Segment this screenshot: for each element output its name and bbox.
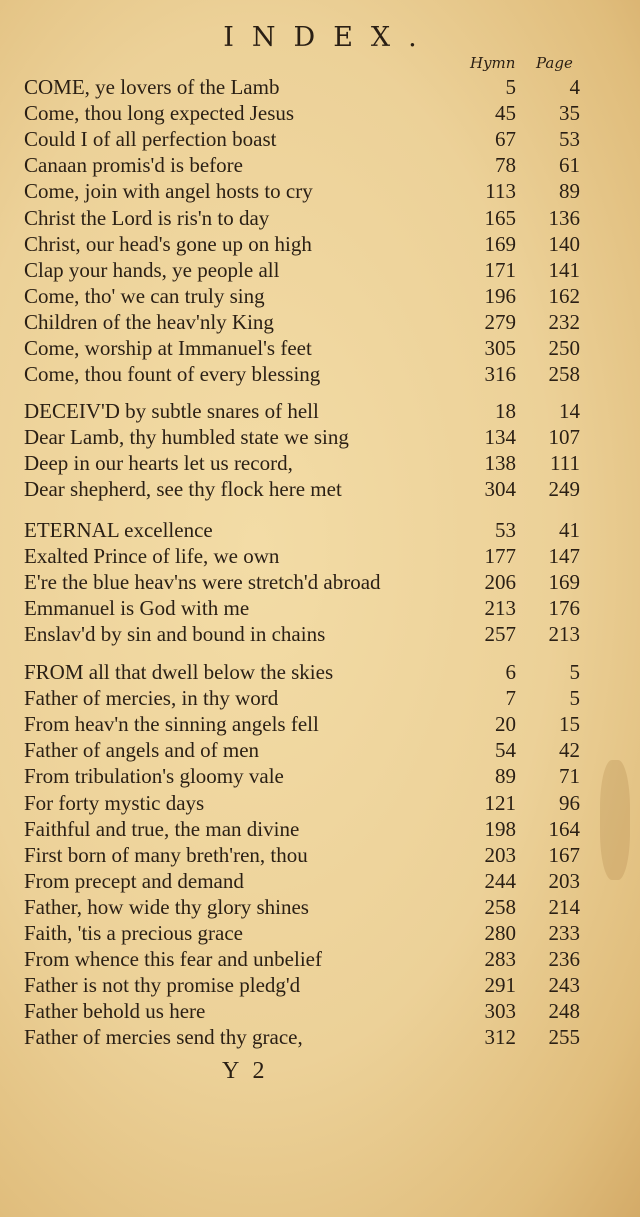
page-number: 214 xyxy=(548,894,580,919)
hymn-first-line: Father, how wide thy glory shines xyxy=(24,894,309,919)
hymn-number: 54 xyxy=(495,738,516,763)
hymn-first-line: Come, join with angel hosts to cry xyxy=(24,179,313,204)
index-entry xyxy=(24,685,620,711)
hymn-first-line: Enslav'd by sin and bound in chains xyxy=(24,622,326,647)
index-entry xyxy=(24,659,620,685)
hymn-number: 283 xyxy=(484,947,516,972)
hymn-first-line: Deep in our hearts let us record, xyxy=(24,451,293,476)
hymn-first-line: Christ the Lord is ris'n to day xyxy=(24,205,270,230)
index-entry xyxy=(24,398,620,424)
hymn-first-line: Canaan promis'd is before xyxy=(24,153,243,178)
hymn-first-line: Children of the heav'nly King xyxy=(24,309,274,334)
page-title: INDEX. xyxy=(223,22,435,53)
index-entry xyxy=(24,476,620,502)
page-number: 250 xyxy=(548,336,580,360)
index-entry xyxy=(24,205,620,231)
page-number: 243 xyxy=(548,973,580,998)
hymn-number: 113 xyxy=(485,179,516,204)
hymn-number: 171 xyxy=(484,257,516,282)
hymn-first-line: From whence this fear and unbelief xyxy=(24,947,322,972)
hymn-number: 18 xyxy=(495,399,516,423)
page-number: 15 xyxy=(559,712,580,737)
hymn-number: 165 xyxy=(484,205,516,230)
hymn-number: 291 xyxy=(484,973,516,998)
page-number: 42 xyxy=(559,738,580,763)
hymn-first-line: Clap your hands, ye people all xyxy=(24,257,280,282)
hymn-column-header: Hymn xyxy=(470,54,516,72)
hymn-number: 6 xyxy=(505,660,516,684)
hymn-first-line: Faithful and true, the man divine xyxy=(24,816,300,841)
hymn-number: 244 xyxy=(484,868,516,893)
hymn-number: 213 xyxy=(484,596,516,621)
index-entry xyxy=(24,711,620,737)
page-number: 89 xyxy=(559,179,580,204)
hymn-first-line: ETERNAL excellence xyxy=(24,518,213,542)
hymn-first-line: Dear Lamb, thy humbled state we sing xyxy=(24,425,349,450)
hymn-number: 203 xyxy=(484,842,516,867)
page-number: 96 xyxy=(559,790,580,815)
page-column-header: Page xyxy=(536,54,573,72)
hymn-number: 45 xyxy=(495,101,516,126)
hymn-first-line: Could I of all perfection boast xyxy=(24,127,277,152)
hymn-number: 121 xyxy=(484,790,516,815)
index-entry xyxy=(24,517,620,543)
hymn-first-line: Father behold us here xyxy=(24,999,206,1024)
index-entry xyxy=(24,569,620,595)
index-entry xyxy=(24,816,620,842)
hymn-number: 257 xyxy=(484,622,516,647)
hymn-first-line: Father of mercies send thy grace, xyxy=(24,1025,303,1050)
hymn-first-line: DECEIV'D by subtle snares of hell xyxy=(24,399,319,423)
hymn-number: 20 xyxy=(495,712,516,737)
page-number: 255 xyxy=(548,1025,580,1050)
page-number: 232 xyxy=(548,309,580,334)
hymn-first-line: FROM all that dwell below the skies xyxy=(24,660,334,684)
hymn-number: 196 xyxy=(484,283,516,308)
hymn-number: 169 xyxy=(484,231,516,256)
page-number: 136 xyxy=(548,205,580,230)
hymn-first-line: From precept and demand xyxy=(24,868,244,893)
index-entry xyxy=(24,998,620,1024)
index-entry xyxy=(24,946,620,972)
index-entry xyxy=(24,231,620,257)
index-entry xyxy=(24,894,620,920)
hymn-number: 279 xyxy=(484,309,516,334)
index-entry xyxy=(24,737,620,763)
page-number: 213 xyxy=(548,622,580,647)
index-entry xyxy=(24,100,620,126)
page-number: 141 xyxy=(548,257,580,282)
page-number: 249 xyxy=(548,477,580,502)
page-number: 5 xyxy=(569,660,580,684)
hymn-first-line: Come, tho' we can truly sing xyxy=(24,283,265,308)
hymn-number: 198 xyxy=(484,816,516,841)
hymn-first-line: Father is not thy promise pledg'd xyxy=(24,973,301,998)
page-number: 4 xyxy=(569,75,580,99)
page-number: 203 xyxy=(548,868,580,893)
page-number: 147 xyxy=(548,544,580,569)
hymn-first-line: Father of angels and of men xyxy=(24,738,260,763)
hymn-number: 304 xyxy=(484,477,516,502)
index-entry xyxy=(24,74,620,100)
hymn-number: 206 xyxy=(484,570,516,595)
index-entry xyxy=(24,335,620,361)
hymn-first-line: Exalted Prince of life, we own xyxy=(24,544,280,569)
signature-mark: Y 2 xyxy=(222,1058,269,1084)
page-number: 233 xyxy=(548,921,580,945)
page-number: 258 xyxy=(548,362,580,387)
page-number: 53 xyxy=(559,127,580,152)
page-number: 164 xyxy=(548,816,580,841)
page-number: 176 xyxy=(548,596,580,621)
hymn-number: 303 xyxy=(484,999,516,1024)
page-number: 167 xyxy=(548,842,580,867)
hymn-number: 5 xyxy=(505,75,516,99)
page-number: 5 xyxy=(569,686,580,711)
index-entry xyxy=(24,1024,620,1050)
page-number: 41 xyxy=(559,518,580,542)
paper-stain xyxy=(600,760,630,880)
index-entry xyxy=(24,790,620,816)
hymn-first-line: From tribulation's gloomy vale xyxy=(24,764,284,789)
hymn-number: 89 xyxy=(495,764,516,789)
hymn-number: 305 xyxy=(484,336,516,360)
hymn-number: 258 xyxy=(484,894,516,919)
hymn-first-line: Father of mercies, in thy word xyxy=(24,686,279,711)
index-entry xyxy=(24,178,620,204)
index-entry xyxy=(24,868,620,894)
hymn-first-line: Come, worship at Immanuel's feet xyxy=(24,336,312,360)
page-number: 35 xyxy=(559,101,580,126)
index-entry xyxy=(24,621,620,647)
hymn-first-line: Dear shepherd, see thy flock here met xyxy=(24,477,342,502)
hymn-first-line: First born of many breth'ren, thou xyxy=(24,842,308,867)
hymn-first-line: Christ, our head's gone up on high xyxy=(24,231,312,256)
index-entry xyxy=(24,126,620,152)
index-entry xyxy=(24,763,620,789)
page-number: 140 xyxy=(548,231,580,256)
index-entry xyxy=(24,450,620,476)
hymn-number: 53 xyxy=(495,518,516,542)
hymn-first-line: E're the blue heav'ns were stretch'd abroad xyxy=(24,570,381,595)
hymn-first-line: COME, ye lovers of the Lamb xyxy=(24,75,280,99)
page-number: 71 xyxy=(559,764,580,789)
index-entry xyxy=(24,842,620,868)
hymn-first-line: For forty mystic days xyxy=(24,790,205,815)
hymn-first-line: From heav'n the sinning angels fell xyxy=(24,712,319,737)
hymn-first-line: Come, thou fount of every blessing xyxy=(24,362,321,387)
index-entry xyxy=(24,972,620,998)
page-number: 236 xyxy=(548,947,580,972)
page-number: 111 xyxy=(550,451,580,476)
page-number: 248 xyxy=(548,999,580,1024)
page-number: 107 xyxy=(548,425,580,450)
hymn-number: 177 xyxy=(484,544,516,569)
index-entry xyxy=(24,283,620,309)
hymn-first-line: Faith, 'tis a precious grace xyxy=(24,921,243,945)
hymn-number: 78 xyxy=(495,153,516,178)
page-number: 14 xyxy=(559,399,580,423)
hymn-first-line: Emmanuel is God with me xyxy=(24,596,250,621)
hymn-number: 312 xyxy=(484,1025,516,1050)
index-entry xyxy=(24,595,620,621)
index-entry xyxy=(24,543,620,569)
index-entry xyxy=(24,257,620,283)
hymn-number: 280 xyxy=(484,921,516,945)
hymn-number: 67 xyxy=(495,127,516,152)
index-entry xyxy=(24,920,620,946)
hymn-number: 138 xyxy=(484,451,516,476)
hymn-number: 7 xyxy=(505,686,516,711)
index-entry xyxy=(24,361,620,387)
page-number: 169 xyxy=(548,570,580,595)
hymn-number: 134 xyxy=(484,425,516,450)
index-entry xyxy=(24,309,620,335)
hymn-first-line: Come, thou long expected Jesus xyxy=(24,101,295,126)
index-entry xyxy=(24,152,620,178)
index-entry xyxy=(24,424,620,450)
hymn-number: 316 xyxy=(484,362,516,387)
page-number: 61 xyxy=(559,153,580,178)
page-number: 162 xyxy=(548,283,580,308)
